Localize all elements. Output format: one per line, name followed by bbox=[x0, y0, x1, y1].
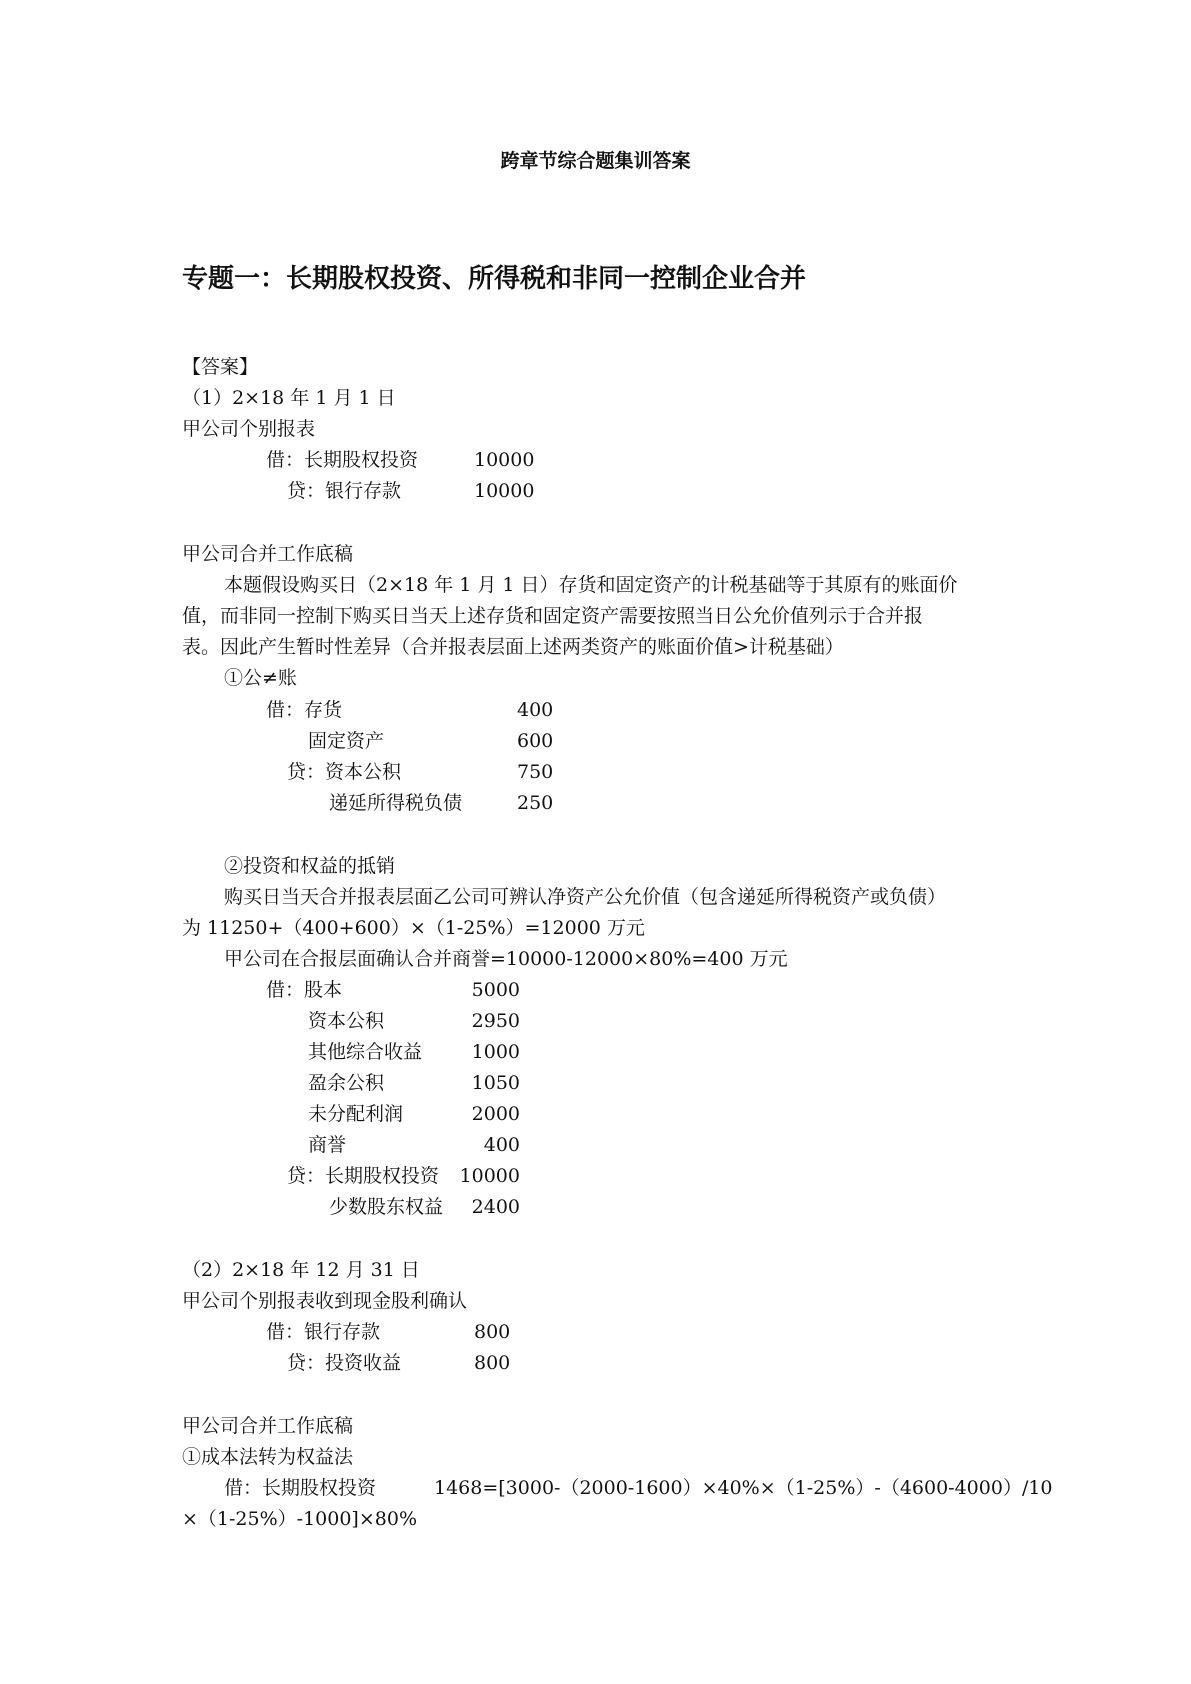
journal-line-label: 借：银行存款 bbox=[266, 1321, 381, 1343]
step-label: ②投资和权益的抵销 bbox=[224, 855, 396, 877]
journal-line-label: 资本公积 bbox=[308, 1010, 385, 1032]
journal-line-label: 少数股东权益 bbox=[329, 1196, 444, 1218]
part2-consol-label: 甲公司合并工作底稿 bbox=[182, 1415, 354, 1437]
journal-line-amount: 600 bbox=[517, 730, 554, 752]
journal-line-label: 其他综合收益 bbox=[308, 1041, 423, 1063]
journal-line-label: 固定资产 bbox=[308, 730, 385, 752]
journal-line-label: 商誉 bbox=[308, 1134, 347, 1156]
journal-line-label: 未分配利润 bbox=[308, 1103, 404, 1125]
paragraph-line: 为 11250+（400+600）×（1-25%）=12000 万元 bbox=[182, 917, 645, 939]
part1-consol-label: 甲公司合并工作底稿 bbox=[182, 543, 354, 565]
journal-line-amount: 800 bbox=[474, 1352, 511, 1374]
journal-line-amount: 400 bbox=[517, 699, 554, 721]
journal-line-label: 借：长期股权投资 bbox=[266, 449, 419, 471]
journal-line-continuation: ×（1-25%）-1000]×80% bbox=[182, 1508, 417, 1530]
part2-individual-label: 甲公司个别报表收到现金股利确认 bbox=[182, 1290, 468, 1312]
journal-line-amount: 250 bbox=[517, 792, 554, 814]
journal-line-label: 贷：银行存款 bbox=[287, 480, 402, 502]
journal-line-amount: 1000 bbox=[471, 1041, 520, 1063]
journal-line-label: 盈余公积 bbox=[308, 1072, 385, 1094]
part1-date: （1）2×18 年 1 月 1 日 bbox=[182, 387, 396, 409]
journal-line-amount: 10000 bbox=[459, 1165, 520, 1187]
journal-line-label: 递延所得税负债 bbox=[329, 792, 463, 814]
paragraph-line: 购买日当天合并报表层面乙公司可辨认净资产公允价值（包含递延所得税资产或负债） bbox=[224, 886, 947, 908]
step-label: ①公≠账 bbox=[224, 667, 297, 689]
document-title: 跨章节综合题集训答案 bbox=[500, 150, 691, 172]
journal-line-amount: 1468=[3000-（2000-1600）×40%×（1-25%）-（4600-4000）/10 bbox=[434, 1477, 1053, 1499]
journal-line-amount: 400 bbox=[483, 1134, 520, 1156]
journal-line-amount: 800 bbox=[474, 1321, 511, 1343]
section-heading: 专题一：长期股权投资、所得税和非同一控制企业合并 bbox=[182, 264, 807, 294]
paragraph-line: 本题假设购买日（2×18 年 1 月 1 日）存货和固定资产的计税基础等于其原有的账面价 bbox=[224, 574, 958, 596]
step-label: ①成本法转为权益法 bbox=[182, 1446, 354, 1468]
journal-line-label: 借：存货 bbox=[266, 699, 343, 721]
journal-line-amount: 10000 bbox=[474, 480, 535, 502]
journal-line-label: 贷：资本公积 bbox=[287, 761, 402, 783]
journal-line-amount: 2400 bbox=[471, 1196, 520, 1218]
journal-line-amount: 1050 bbox=[471, 1072, 520, 1094]
journal-line-amount: 5000 bbox=[471, 979, 520, 1001]
journal-line-amount: 2950 bbox=[471, 1010, 520, 1032]
part2-date: （2）2×18 年 12 月 31 日 bbox=[182, 1259, 420, 1281]
paragraph-line: 值，而非同一控制下购买日当天上述存货和固定资产需要按照当日公允价值列示于合并报 bbox=[182, 605, 924, 627]
journal-line-amount: 2000 bbox=[471, 1103, 520, 1125]
journal-line-amount: 750 bbox=[517, 761, 554, 783]
journal-line-amount: 10000 bbox=[474, 449, 535, 471]
paragraph-line: 表。因此产生暂时性差异（合并报表层面上述两类资产的账面价值>计税基础） bbox=[182, 636, 844, 658]
goodwill-line: 甲公司在合报层面确认合并商誉=10000-12000×80%=400 万元 bbox=[224, 948, 788, 970]
journal-line-label: 贷：投资收益 bbox=[287, 1352, 402, 1374]
journal-line-label: 借：长期股权投资 bbox=[224, 1477, 377, 1499]
journal-line-label: 借：股本 bbox=[266, 979, 343, 1001]
part1-individual-label: 甲公司个别报表 bbox=[182, 418, 316, 440]
answer-label: 【答案】 bbox=[182, 356, 259, 378]
journal-line-label: 贷：长期股权投资 bbox=[287, 1165, 440, 1187]
